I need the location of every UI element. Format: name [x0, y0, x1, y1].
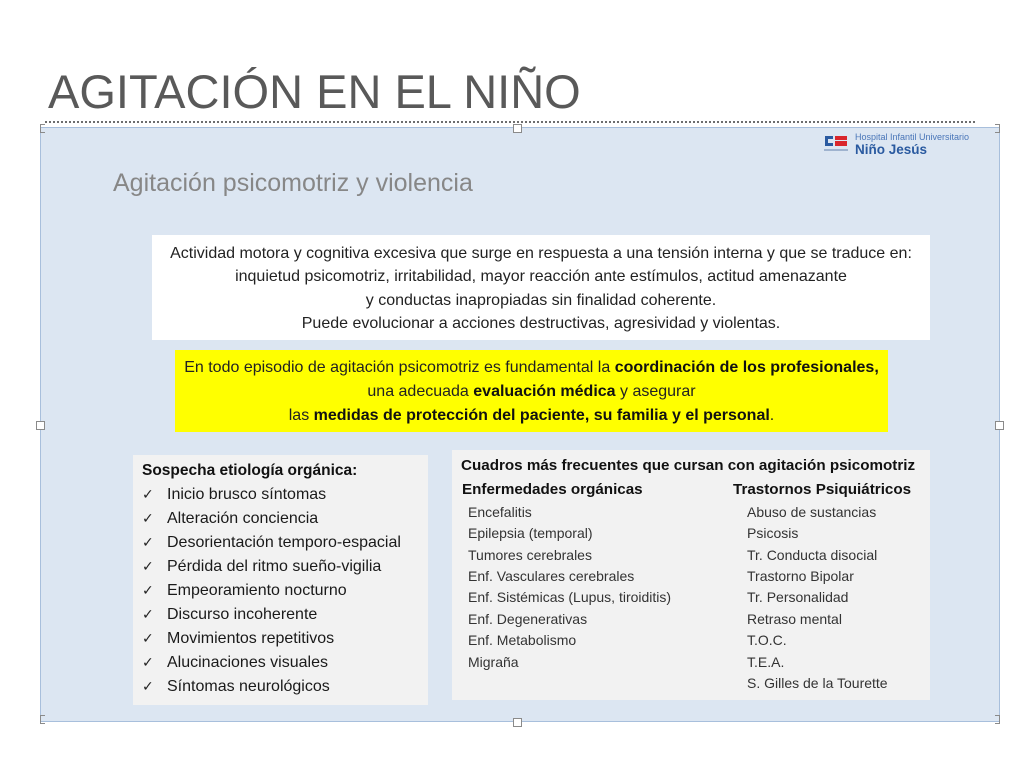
list-item: Enf. Vasculares cerebrales	[468, 567, 635, 584]
key-message-box	[175, 350, 888, 432]
resize-handle-bottom-left[interactable]	[40, 715, 45, 724]
list-item: S. Gilles de la Tourette	[747, 674, 888, 691]
organic-diseases-column	[462, 478, 671, 673]
list-item	[142, 651, 428, 675]
list-item: Encefalitis	[468, 503, 532, 520]
list-item: T.E.A.	[747, 653, 785, 670]
key-message-line	[175, 404, 888, 428]
list-item: Trastorno Bipolar	[747, 567, 854, 584]
checkmark-icon	[142, 627, 167, 651]
frequent-conditions-heading: Cuadros más frecuentes que cursan con agitación psicomotriz	[461, 456, 916, 474]
list-item: Retraso mental	[747, 610, 842, 627]
list-item: Migraña	[468, 653, 519, 670]
list-item	[142, 579, 428, 603]
list-item	[142, 555, 428, 579]
organic-diseases-heading: Enfermedades orgánicas	[462, 480, 643, 498]
checkmark-icon	[142, 579, 167, 603]
logo-line-2: Niño Jesús	[855, 142, 928, 157]
definition-box	[152, 235, 930, 340]
checkmark-icon	[142, 555, 167, 579]
list-item: T.O.C.	[747, 632, 787, 649]
hospital-logo-icon	[822, 133, 852, 155]
resize-handle-top[interactable]	[513, 124, 522, 133]
key-text: una adecuada	[367, 382, 474, 400]
key-text: y asegurar	[615, 382, 696, 400]
list-item-label: Alucinaciones visuales	[167, 653, 328, 671]
list-item: Enf. Metabolismo	[468, 632, 577, 649]
resize-handle-top-left[interactable]	[40, 124, 45, 133]
key-text: .	[769, 406, 775, 424]
list-item	[142, 603, 428, 627]
list-item-label: Discurso incoherente	[167, 605, 318, 623]
resize-handle-left[interactable]	[36, 421, 45, 430]
psychiatric-disorders-heading: Trastornos Psiquiátricos	[733, 480, 912, 498]
list-item	[142, 531, 428, 555]
checkmark-icon	[142, 603, 167, 627]
list-item: Tr. Conducta disocial	[747, 546, 878, 563]
resize-handle-top-right[interactable]	[995, 124, 1000, 133]
list-item: Psicosis	[747, 525, 799, 542]
key-emphasis: coordinación de los profesionales,	[614, 358, 879, 376]
definition-line: Puede evolucionar a acciones destructivas, agresividad y violentas.	[301, 315, 781, 333]
checkmark-icon	[142, 531, 167, 555]
logo-line-1: Hospital Infantil Universitario	[855, 132, 970, 142]
list-item-label: Empeoramiento nocturno	[167, 581, 347, 599]
frequent-conditions-panel	[452, 450, 930, 700]
definition-line: y conductas inapropiadas sin finalidad coherente.	[365, 291, 717, 309]
section-subtitle: Agitación psicomotriz y violencia	[113, 169, 473, 197]
key-emphasis: evaluación médica	[473, 382, 616, 400]
resize-handle-bottom[interactable]	[513, 718, 522, 727]
definition-line: inquietud psicomotriz, irritabilidad, mayor reacción ante estímulos, actitud amenazante	[235, 268, 847, 286]
list-item: Abuso de sustancias	[747, 503, 877, 520]
resize-handle-bottom-right[interactable]	[995, 715, 1000, 724]
list-item	[142, 675, 428, 699]
slide-title[interactable]: AGITACIÓN EN EL NIÑO	[48, 65, 581, 118]
key-emphasis: medidas de protección del paciente, su familia y el personal	[313, 406, 770, 424]
list-item: Epilepsia (temporal)	[468, 525, 593, 542]
definition-line: Actividad motora y cognitiva excesiva que surge en respuesta a una tensión interna y que se traduce en:	[170, 244, 912, 262]
list-item	[142, 507, 428, 531]
checkmark-icon	[142, 483, 167, 507]
list-item-label: Movimientos repetitivos	[167, 629, 335, 647]
organic-suspicion-heading: Sospecha etiología orgánica:	[142, 461, 358, 479]
key-message-line	[175, 380, 888, 404]
organic-suspicion-panel	[133, 455, 428, 705]
list-item-label: Pérdida del ritmo sueño-vigilia	[167, 557, 382, 575]
list-item-label: Inicio brusco síntomas	[167, 485, 327, 503]
list-item	[142, 627, 428, 651]
key-message-line	[175, 356, 888, 380]
list-item: Tumores cerebrales	[468, 546, 592, 563]
key-text: En todo episodio de agitación psicomotriz es fundamental la	[184, 358, 615, 376]
list-item-label: Síntomas neurológicos	[167, 677, 330, 695]
key-text: las	[288, 406, 314, 424]
list-item: Tr. Personalidad	[747, 589, 849, 606]
title-divider	[45, 121, 975, 123]
hospital-logo-text	[855, 132, 969, 157]
embedded-image[interactable]	[40, 127, 1000, 722]
list-item	[142, 483, 428, 507]
list-item: Enf. Degenerativas	[468, 610, 588, 627]
checkmark-icon	[142, 507, 167, 531]
psychiatric-disorders-column	[733, 478, 911, 695]
resize-handle-right[interactable]	[995, 421, 1004, 430]
list-item-label: Desorientación temporo-espacial	[167, 533, 401, 551]
list-item: Enf. Sistémicas (Lupus, tiroiditis)	[468, 589, 672, 606]
list-item-label: Alteración conciencia	[167, 509, 319, 527]
checkmark-icon	[142, 651, 167, 675]
checkmark-icon	[142, 675, 167, 699]
